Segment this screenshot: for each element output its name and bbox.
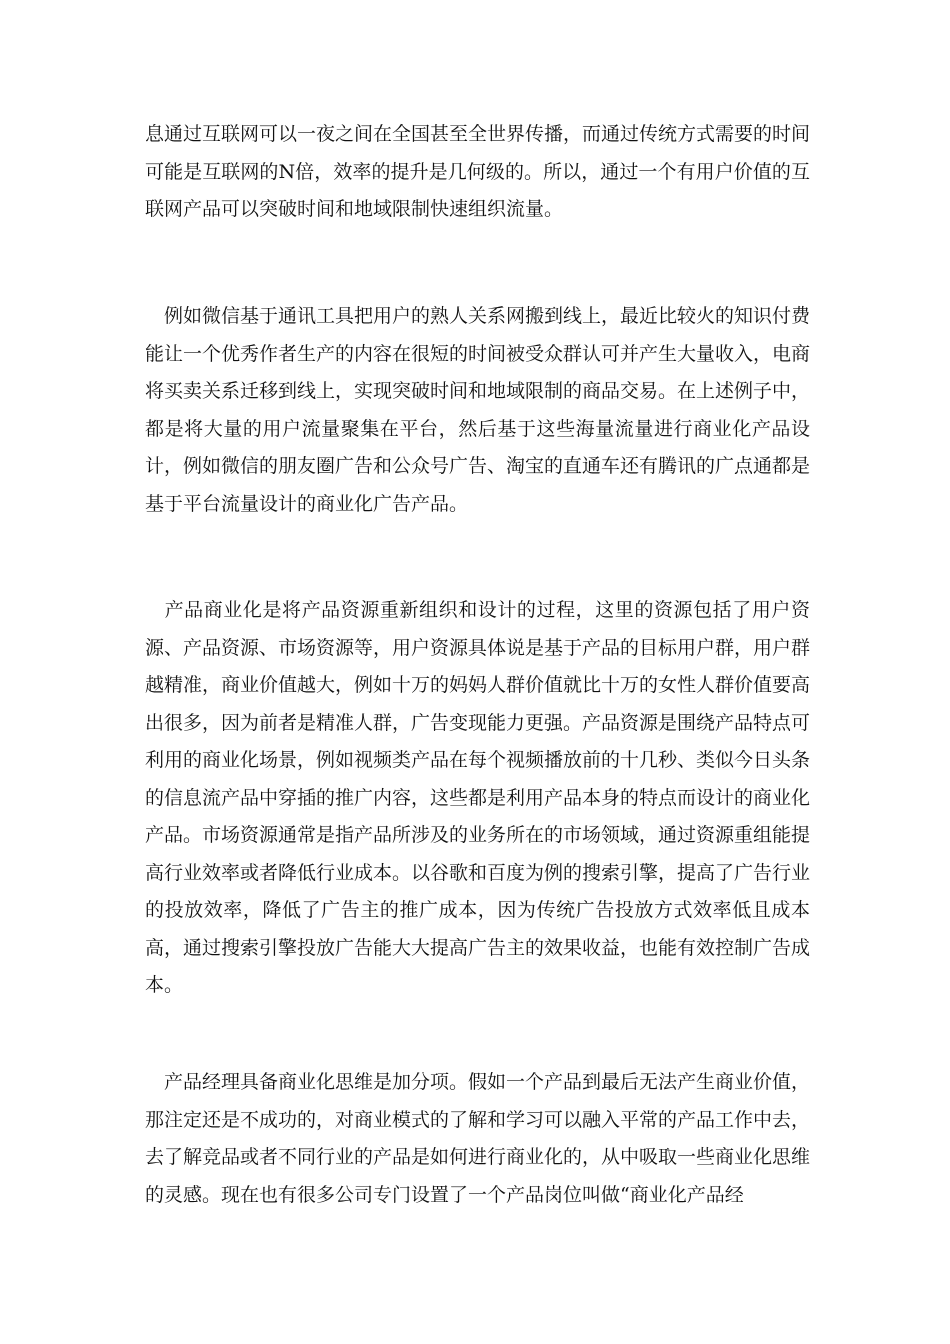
paragraph-1 (145, 116, 810, 229)
paragraph-3-text: 产品商业化是将产品资源重新组织和设计的过程，这里的资源包括了用户资源、产品资源、市场资源等，用户资源具体说是基于产品的目标用户群，用户群越精准，商业价值越大，例如十万的妈妈人群价值就比十万的女性人群价值要高出很多，因为前者是精准人群，广告变现能力更强。产品资源是围绕产品特点可利用的商业化场景，例如视频类产品在每个视频播放前的十几秒、类似今日头条的信息流产品中穿插的推广内容，这些都是利用产品本身的特点而设计的商业化产品。市场资源通常是指产品所涉及的业务所在的市场领域，通过资源重组能提高行业效率或者降低行业成本。以谷歌和百度为例的搜索引擎，提高了广告行业的投放效率，降低了广告主的推广成本，因为传统广告投放方式效率低且成本高，通过搜索引擎投放广告能大大提高广告主的效果收益，也能有效控制广告成本。 (145, 599, 811, 996)
paragraph-4 (145, 1064, 810, 1214)
paragraph-2 (145, 298, 810, 523)
paragraph-2-text: 例如微信基于通讯工具把用户的熟人关系网搬到线上，最近比较火的知识付费能让一个优秀作者生产的内容在很短的时间被受众群认可并产生大量收入，电商将买卖关系迁移到线上，实现突破时间和地域限制的商品交易。在上述例子中，都是将大量的用户流量聚集在平台，然后基于这些海量流量进行商业化产品设计，例如微信的朋友圈广告和公众号广告、淘宝的直通车还有腾讯的广点通都是基于平台流量设计的商业化广告产品。 (145, 305, 811, 515)
paragraph-4-text: 产品经理具备商业化思维是加分项。假如一个产品到最后无法产生商业价值，那注定还是不成功的，对商业模式的了解和学习可以融入平常的产品工作中去，去了解竞品或者不同行业的产品是如何进行商业化的，从中吸取一些商业化思维的灵感。现在也有很多公司专门设置了一个产品岗位叫做“商业化产品经 (145, 1071, 811, 1206)
paragraph-3 (145, 592, 810, 1005)
paragraph-1-text: 息通过互联网可以一夜之间在全国甚至全世界传播，而通过传统方式需要的时间可能是互联网的N倍，效率的提升是几何级的。所以，通过一个有用户价值的互联网产品可以突破时间和地域限制快速组织流量。 (145, 123, 811, 220)
